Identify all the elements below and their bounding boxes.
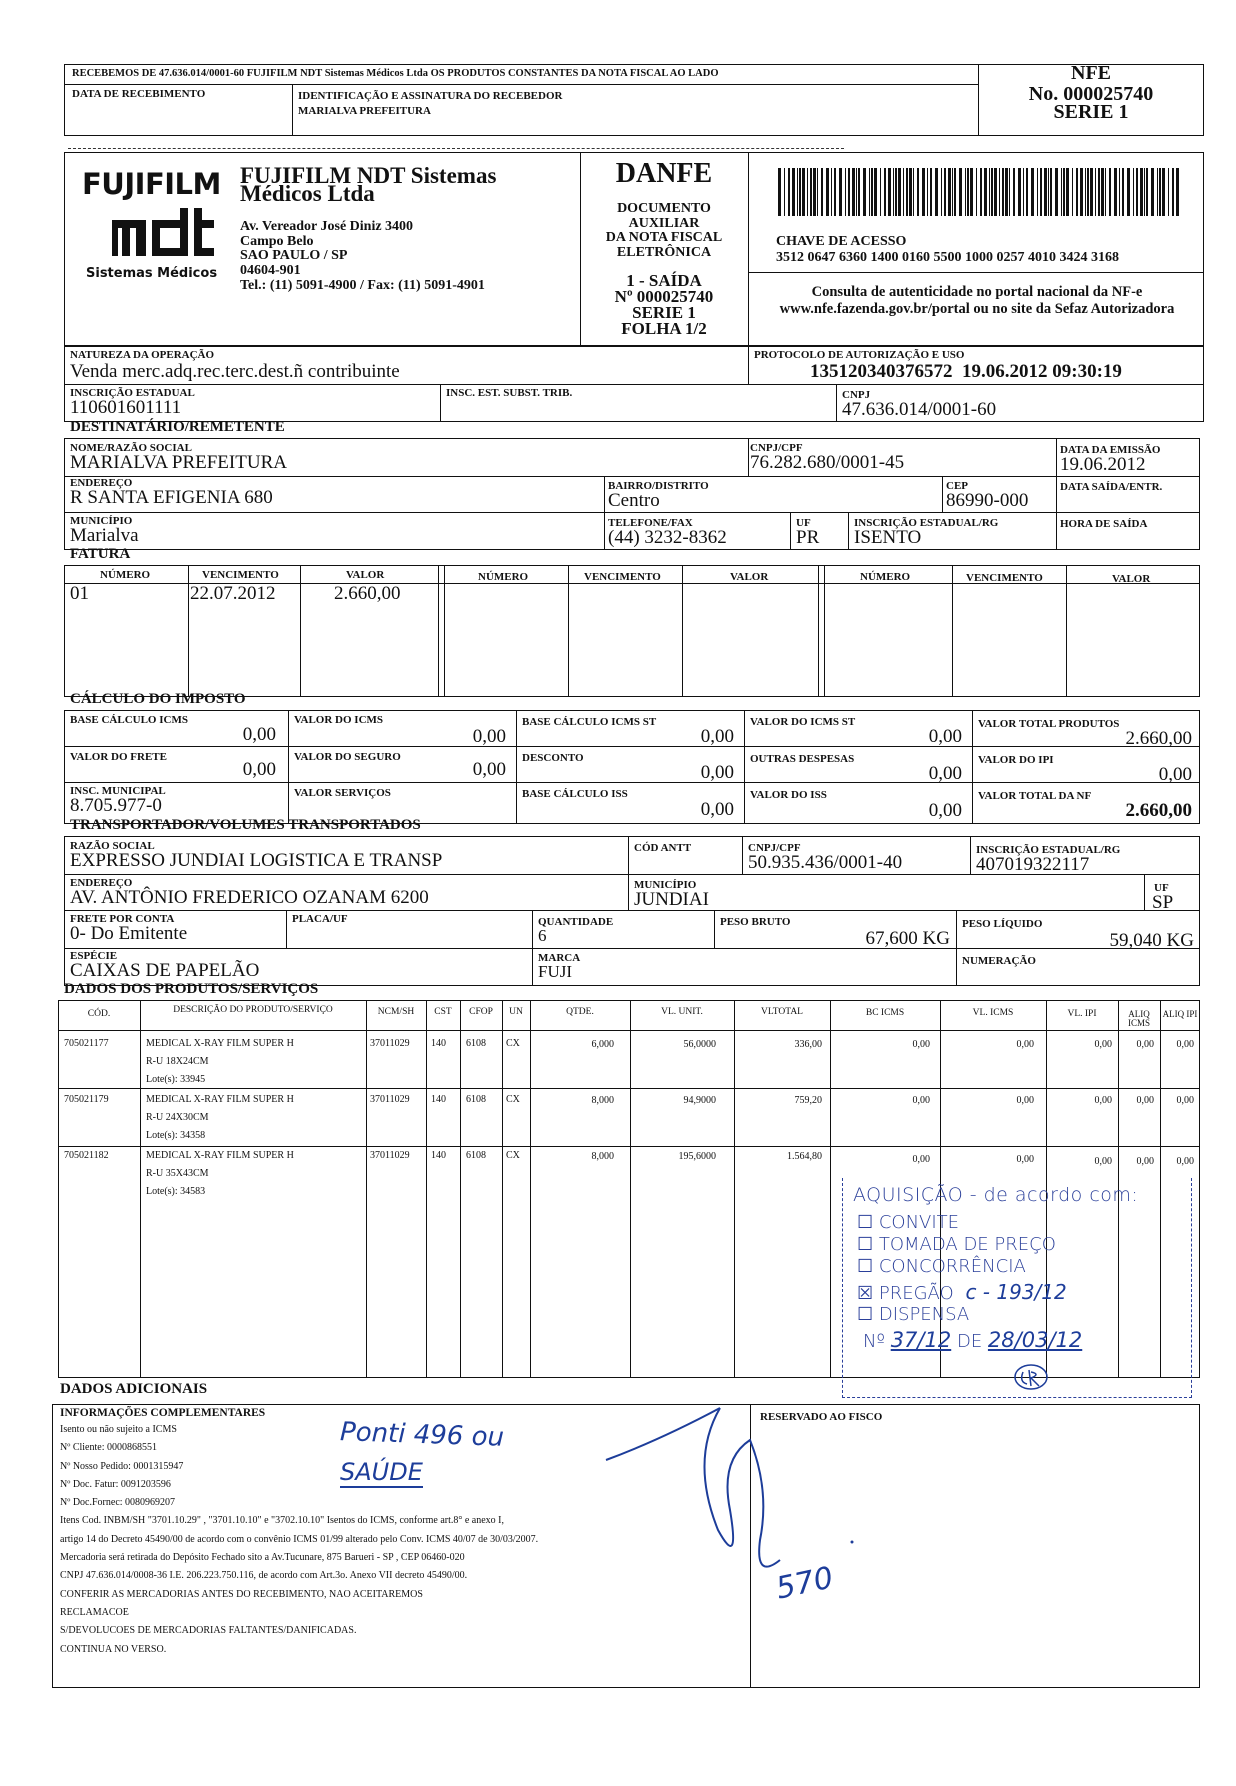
danfe-number: Nº 000025740 [614,286,714,306]
row2-bc: 0,00 [912,1095,930,1106]
carrier-section: TRANSPORTADOR/VOLUMES TRANSPORTADOS [70,817,421,833]
col-aliq-icms: ALIQ ICMS [1127,1009,1150,1028]
danfe-folha: FOLHA 1/2 [621,319,707,339]
invoice-valor: 2.660,00 [334,583,401,604]
row3-un: CX [506,1150,520,1161]
total-nf-value: 2.660,00 [1125,800,1192,821]
stamp-pregao-label: PREGÃO [878,1283,954,1304]
issuer-phone: Tel.: (11) 5091-4900 / Fax: (11) 5091-4901 [240,277,485,293]
phone-value: (44) 3232-8362 [608,527,727,548]
net-weight-value: 59,040 KG [1109,930,1194,951]
receipt-date-label: DATA DE RECEBIMENTO [72,88,206,100]
row3-icms: 0,00 [1016,1154,1034,1165]
row2-lote: Lote(s): 34358 [146,1130,206,1141]
fujifilm-logo [82,167,222,285]
procurement-stamp [842,1178,1192,1398]
col-cst: CST [434,1007,452,1017]
consult-2: www.nfe.fazenda.gov.br/portal ou no site da Sefaz Autorizadora [779,301,1175,317]
nature-label: NATUREZA DA OPERAÇÃO [70,349,215,361]
barcode [778,168,1180,216]
row2-cfop: 6108 [466,1094,486,1105]
iss-value: 0,00 [928,800,962,821]
carrier-ie-label: INSCRIÇÃO ESTADUAL/RG [976,844,1121,856]
stamp-title: AQUISIÇÃO - de acordo com: [853,1184,1139,1206]
stamp-dispensa: ☐ DISPENSA [857,1304,970,1325]
issuer-name-1: FUJIFILM NDT Sistemas [240,163,497,188]
recipient-address: R SANTA EFIGENIA 680 [70,487,273,508]
handwritten-note-2: SAÚDE [340,1458,423,1486]
carrier-ie: 407019322117 [976,854,1090,875]
products-section: DADOS DOS PRODUTOS/SERVIÇOS [64,981,319,997]
row2-cst: 140 [431,1094,446,1105]
info-line: Itens Cod. INBM/SH "3701.10.29" , "3701.10.10" e "3702.10.10" Isentos do ICMS, conforme art.8° e anexo I, [60,1515,505,1527]
species-label: ESPÉCIE [70,950,118,962]
stamp-dispensa-label: DISPENSA [878,1304,970,1325]
municipal-reg-value: 8.705.977-0 [70,795,162,816]
insurance-value: 0,00 [472,759,506,780]
species-value: CAIXAS DE PAPELÃO [70,960,260,981]
danfe-desc-1: DOCUMENTO [617,201,711,216]
danfe-desc-4: ELETRÔNICA [616,245,712,261]
info-lines [60,1421,538,1659]
tax-section: CÁLCULO DO IMPOSTO [70,691,246,707]
receipt-nfe-label: NFE [1071,62,1111,84]
uf-label: UF [796,517,811,529]
city-label: MUNICÍPIO [70,515,133,527]
uf-value: PR [796,527,820,548]
stamp-pregao: ☒ PREGÃO c - 193/12 [857,1280,1067,1304]
stamp-de: DE [956,1331,983,1352]
stamp-tomada-label: TOMADA DE PREÇO [878,1234,1056,1255]
district-value: Centro [608,490,660,511]
state-reg-value: 110601601111 [70,397,182,418]
info-line: Nº Nosso Pedido: 0001315947 [60,1460,184,1472]
invoice-h-venc-3: VENCIMENTO [966,572,1043,584]
row3-total: 1.564,80 [787,1151,822,1162]
info-line: Nº Doc. Fatur: 0091203596 [60,1478,171,1490]
cut-line [68,148,844,149]
fisco-label: RESERVADO AO FISCO [760,1411,883,1423]
col-qtde: QTDE. [566,1007,594,1017]
issuer-address [240,220,485,293]
recipient-cnpj-label: CNPJ/CPF [750,442,803,454]
icms-label: VALOR DO ICMS [294,714,384,726]
row3-aliq-icms: 0,00 [1136,1156,1154,1167]
col-cfop: CFOP [469,1007,493,1017]
services-label: VALOR SERVIÇOS [294,787,391,799]
row1-ipi: 0,00 [1094,1039,1112,1050]
stamp-concorrencia: ☐ CONCORRÊNCIA [857,1256,1026,1277]
base-st-label: BASE CÁLCULO ICMS ST [522,716,657,728]
row1-ncm: 37011029 [370,1038,410,1049]
info-line: Isento ou não sujeito a ICMS [60,1424,177,1435]
protocol-label: PROTOCOLO DE AUTORIZAÇÃO E USO [754,349,965,361]
base-iss-value: 0,00 [700,799,734,820]
invoice-h-numero-3: NÚMERO [860,571,911,583]
carrier-uf-label: UF [1154,882,1169,894]
row3-cfop: 6108 [466,1150,486,1161]
info-line: artigo 14 do Decreto 45490/00 de acordo com o convênio ICMS 01/99 alterado pelo Conv. ICMS 40/07 de 30/03/2007. [60,1533,539,1545]
subst-reg-label: INSC. EST. SUBST. TRIB. [446,387,573,399]
invoice-vencimento: 22.07.2012 [190,583,276,604]
iss-label: VALOR DO ISS [750,789,827,801]
invoice-h-venc-1: VENCIMENTO [202,569,279,581]
recipient-ie: ISENTO [854,527,922,548]
stamp-convite: ☐ CONVITE [857,1212,960,1233]
other-expenses-value: 0,00 [928,763,962,784]
invoice-numero: 01 [70,583,89,604]
protocol-value: 135120340376572 19.06.2012 09:30:19 [810,361,1122,382]
col-vipi: VL. IPI [1067,1009,1097,1019]
brand-label: MARCA [538,952,581,964]
additional-section: DADOS ADICIONAIS [60,1381,208,1397]
recipient-name: MARIALVA PREFEITURA [70,452,287,473]
access-key-label: CHAVE DE ACESSO [776,234,907,249]
row1-aliq-icms: 0,00 [1136,1039,1154,1050]
row3-bc: 0,00 [912,1154,930,1165]
row2-total: 759,20 [794,1095,822,1106]
total-products-value: 2.660,00 [1125,728,1192,749]
antt-label: CÓD ANTT [634,842,692,854]
row2-icms: 0,00 [1016,1095,1034,1106]
municipal-reg-label: INSC. MUNICIPAL [70,785,166,797]
stamp-num-prefix: Nº [863,1331,885,1352]
stamp-concorrencia-label: CONCORRÊNCIA [878,1256,1026,1277]
net-weight-label: PESO LÍQUIDO [962,918,1043,930]
carrier-cnpj: 50.935.436/0001-40 [748,852,903,873]
row1-icms: 0,00 [1016,1039,1034,1050]
stamp-convite-label: CONVITE [878,1212,960,1233]
row1-total: 336,00 [794,1039,822,1050]
quantity-value: 6 [538,926,547,945]
invoice-section: FATURA [70,546,131,562]
nature-value: Venda merc.adq.rec.terc.dest.ñ contribuinte [70,361,400,382]
row3-aliq-ipi: 0,00 [1176,1156,1194,1167]
plate-label: PLACA/UF [292,913,348,925]
row2-qtde: 8,000 [591,1095,614,1106]
cep-label: CEP [946,480,968,492]
ndt-mark-icon [110,206,220,258]
carrier-cnpj-label: CNPJ/CPF [748,842,801,854]
cep-value: 86990-000 [946,490,1029,511]
icms-value: 0,00 [472,726,506,747]
carrier-name: EXPRESSO JUNDIAI LOGISTICA E TRANSP [70,850,443,871]
row1-unit: 56,0000 [683,1039,716,1050]
invoice-h-valor-2: VALOR [730,571,769,583]
info-line: S/DEVOLUCOES DE MERCADORIAS FALTANTES/DANIFICADAS. [60,1625,357,1637]
receipt-nfe-number: No. 000025740 [1028,83,1154,105]
row1-aliq-ipi: 0,00 [1176,1039,1194,1050]
freight-value: 0,00 [242,759,276,780]
recipient-name-label: NOME/RAZÃO SOCIAL [70,442,192,454]
invoice-h-valor-3: VALOR [1112,573,1151,585]
row2-cod: 705021179 [64,1094,109,1105]
handwritten-fisco-number: 570 [772,1560,837,1607]
col-total: VLTOTAL [761,1007,803,1017]
gross-weight-label: PESO BRUTO [720,916,791,928]
barcode-icon [778,168,1180,216]
insurance-label: VALOR DO SEGURO [294,751,401,763]
info-label: INFORMAÇÕES COMPLEMENTARES [60,1407,266,1419]
info-line: Nº Cliente: 0000868551 [60,1442,157,1454]
issuer-name-2: Médicos Ltda [240,181,375,206]
row2-aliq-icms: 0,00 [1136,1095,1154,1106]
exit-time-label: HORA DE SAÍDA [1060,518,1148,530]
info-line: CONFERIR AS MERCADORIAS ANTES DO RECEBIMENTO, NAO ACEITAREMOS [60,1588,423,1600]
receipt-banner: RECEBEMOS DE 47.636.014/0001-60 FUJIFILM NDT Sistemas Médicos Ltda OS PRODUTOS CONSTANTES DA NOTA FISCAL AO LADO [72,68,719,79]
consult-1: Consulta de autenticidade no portal nacional da NF-e [811,284,1143,300]
info-line: CNPJ 47.636.014/0008-36 I.E. 206.223.750.116, de acordo com Art.3o. Anexo VII decreto 45490/00. [60,1570,468,1582]
row3-cst: 140 [431,1150,446,1161]
icms-st-value: 0,00 [928,726,962,747]
row1-un: CX [506,1038,520,1049]
base-iss-label: BASE CÁLCULO ISS [522,788,628,800]
other-expenses-label: OUTRAS DESPESAS [750,753,855,765]
logo-subtitle: Sistemas Médicos [86,266,218,281]
invoice-h-numero-1: NÚMERO [100,569,151,581]
quantity-label: QUANTIDADE [538,916,614,928]
numbering-label: NUMERAÇÃO [962,955,1036,967]
stamp-pregao-number: c - 193/12 [965,1280,1067,1304]
row1-cfop: 6108 [466,1038,486,1049]
city-value: Marialva [70,525,139,546]
invoice-h-venc-2: VENCIMENTO [584,571,661,583]
row1-cst: 140 [431,1038,446,1049]
ipi-label: VALOR DO IPI [978,754,1054,766]
brand-value: FUJI [538,962,573,981]
row1-bc: 0,00 [912,1039,930,1050]
row2-desc2: R-U 24X30CM [146,1112,209,1123]
issuer-cnpj-value: 47.636.014/0001-60 [842,399,997,420]
row2-aliq-ipi: 0,00 [1176,1095,1194,1106]
stamp-number-line [863,1328,1082,1352]
issuer-addr-3: SAO PAULO / SP [240,248,348,264]
stamp-date: 28/03/12 [987,1328,1083,1352]
carrier-address: AV. ANTÔNIO FREDERICO OZANAM 6200 [70,887,429,908]
issuer-addr-1: Av. Vereador José Diniz 3400 [240,219,414,234]
info-line: Nº Doc.Fornec: 0080969207 [60,1497,176,1509]
emission-date: 19.06.2012 [1060,454,1146,475]
recipient-section: DESTINATÁRIO/REMETENTE [70,419,285,435]
danfe-title: DANFE [615,158,713,189]
stamp-number: 37/12 [890,1328,952,1352]
issuer-addr-4: 04604-901 [240,263,301,279]
discount-label: DESCONTO [522,752,584,764]
emission-date-label: DATA DA EMISSÃO [1060,444,1161,456]
danfe-desc-2: AUXILIAR [628,215,700,231]
receipt-nfe-serie: SERIE 1 [1053,101,1129,123]
carrier-address-label: ENDEREÇO [70,877,133,889]
col-aliq-ipi: ALIQ IPI [1162,1009,1198,1019]
phone-label: TELEFONE/FAX [608,517,693,529]
col-ncm: NCM/SH [377,1007,415,1017]
discount-value: 0,00 [700,762,734,783]
carrier-city-label: MUNICÍPIO [634,879,697,891]
col-vicms: VL. ICMS [972,1008,1014,1018]
state-reg-label: INSCRIÇÃO ESTADUAL [70,387,195,399]
danfe-box [580,160,748,337]
stamp-initials-icon [1011,1362,1051,1392]
row3-ipi: 0,00 [1094,1156,1112,1167]
handwritten-note-1: Ponti 496 ou [339,1417,505,1453]
info-line: RECLAMACOE [60,1606,129,1618]
row1-desc2: R-U 18X24CM [146,1056,209,1067]
row3-desc1: MEDICAL X-RAY FILM SUPER H [146,1150,294,1161]
col-desc: DESCRIÇÃO DO PRODUTO/SERVIÇO [173,1005,333,1015]
row1-desc1: MEDICAL X-RAY FILM SUPER H [146,1038,294,1049]
danfe-desc-3: DA NOTA FISCAL [605,230,723,246]
logo-wordmark: FUJIFILM [82,167,221,201]
invoice-h-numero-2: NÚMERO [478,571,529,583]
receipt-receiver: MARIALVA PREFEITURA [298,105,431,117]
access-key: 3512 0647 6360 1400 0160 5500 1000 0257 4010 3424 3168 [776,250,1119,265]
danfe-serie: SERIE 1 [632,303,696,323]
row3-qtde: 8,000 [591,1151,614,1162]
base-st-value: 0,00 [700,726,734,747]
base-icms-value: 0,00 [242,724,276,745]
carrier-city: JUNDIAI [634,889,709,910]
info-line: Mercadoria será retirada do Depósito Fechado sito a Av.Tucunare, 875 Barueri - SP , CEP 06460-020 [60,1552,465,1564]
col-unit: VL. UNIT. [661,1007,703,1017]
total-nf-label: VALOR TOTAL DA NF [978,790,1092,802]
icms-st-label: VALOR DO ICMS ST [750,716,856,728]
freight-value-label: VALOR DO FRETE [70,751,167,763]
col-bc: BC ICMS [865,1008,905,1018]
freight-label: FRETE POR CONTA [70,913,175,925]
issuer-addr-2: Campo Belo [240,233,314,249]
base-icms-label: BASE CÁLCULO ICMS [70,714,188,726]
carrier-uf: SP [1152,892,1174,913]
stamp-tomada: ☐ TOMADA DE PREÇO [857,1234,1056,1255]
receipt-id-label: IDENTIFICAÇÃO E ASSINATURA DO RECEBEDOR [298,90,563,102]
row2-un: CX [506,1094,520,1105]
row2-ipi: 0,00 [1094,1095,1112,1106]
total-products-label: VALOR TOTAL PRODUTOS [978,718,1120,730]
danfe-type: 1 - SAÍDA [626,270,702,290]
recipient-address-label: ENDEREÇO [70,477,133,489]
row3-lote: Lote(s): 34583 [146,1186,206,1197]
gross-weight-value: 67,600 KG [865,928,950,949]
issuer-cnpj-label: CNPJ [842,389,871,401]
row3-cod: 705021182 [64,1150,109,1161]
invoice-h-valor-1: VALOR [346,569,385,581]
row2-ncm: 37011029 [370,1094,410,1105]
row2-desc1: MEDICAL X-RAY FILM SUPER H [146,1094,294,1105]
row3-desc2: R-U 35X43CM [146,1168,209,1179]
col-cod: CÓD. [87,1009,111,1019]
freight-value-text: 0- Do Emitente [70,923,188,944]
info-line: CONTINUA NO VERSO. [60,1643,167,1655]
exit-date-label: DATA SAÍDA/ENTR. [1060,481,1163,493]
row2-unit: 94,9000 [683,1095,716,1106]
carrier-name-label: RAZÃO SOCIAL [70,840,155,852]
col-un: UN [509,1007,523,1017]
row1-lote: Lote(s): 33945 [146,1074,206,1085]
recipient-ie-label: INSCRIÇÃO ESTADUAL/RG [854,517,999,529]
ipi-value: 0,00 [1158,764,1192,785]
recipient-cnpj: 76.282.680/0001-45 [750,452,905,473]
row1-qtde: 6,000 [591,1039,614,1050]
district-label: BAIRRO/DISTRITO [608,480,709,492]
row1-cod: 705021177 [64,1038,109,1049]
row3-ncm: 37011029 [370,1150,410,1161]
row3-unit: 195,6000 [678,1151,716,1162]
